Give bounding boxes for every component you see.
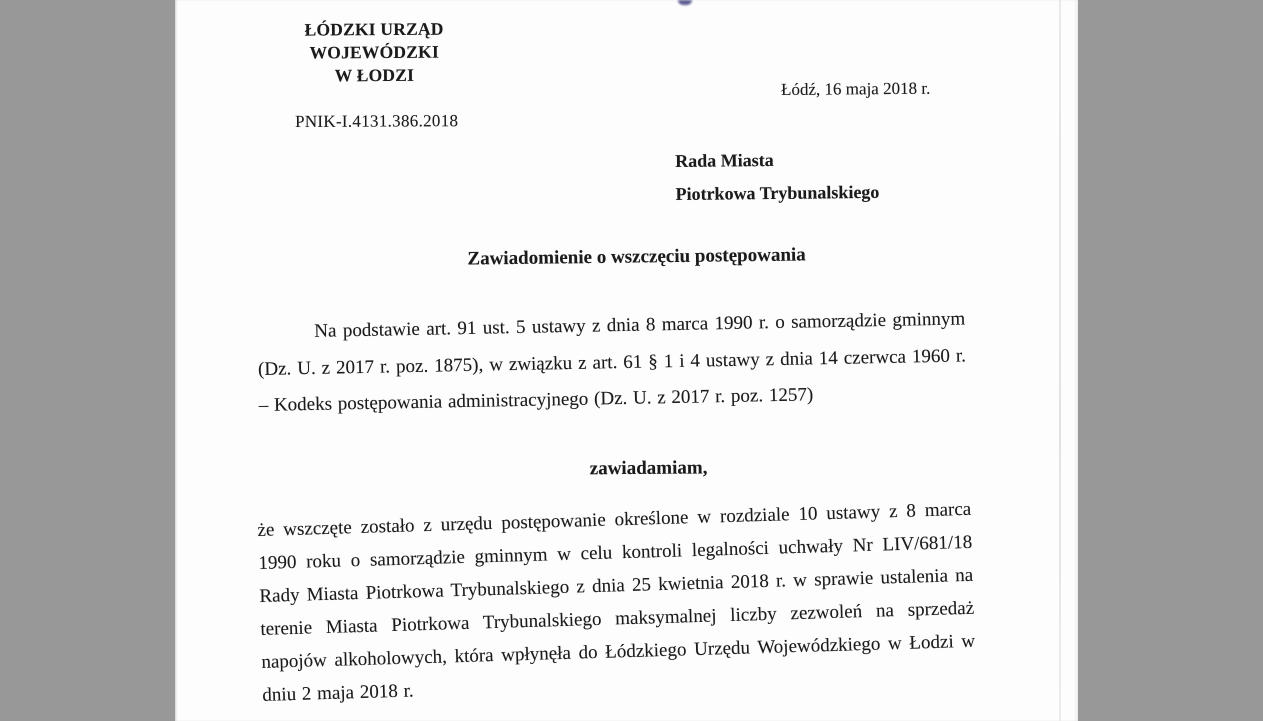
- page-fold-line: [1059, 0, 1061, 721]
- scanned-document-page: [175, 0, 1078, 721]
- scan-ink-artifact: [678, 0, 692, 5]
- place-and-date: Łódź, 16 maja 2018 r.: [781, 78, 931, 99]
- sender-name-line1: ŁÓDZKI URZĄD WOJEWÓDZKI: [304, 18, 444, 63]
- sender-name-line2: W ŁODZI: [334, 64, 415, 86]
- recipient-line2: Piotrkowa Trybunalskiego: [675, 181, 880, 204]
- sender-letterhead: [243, 17, 505, 88]
- document-title: Zawiadomienie o wszczęciu postępowania: [467, 244, 806, 270]
- reference-number: PNIK-I.4131.386.2018: [295, 111, 459, 131]
- notification-keyword: zawiadamiam,: [589, 457, 708, 480]
- recipient-block: [675, 143, 880, 211]
- recipient-line1: Rada Miasta: [675, 149, 774, 171]
- paragraph-body: że wszczęte zostało z urzędu postępowanie określone w rozdziale 10 ustawy z 8 marca 1990 roku o samorządzie gminnym w celu kontroli legalności uchwały Nr LIV/681/18 Rady Miasta Piotrkowa Trybunalskiego z dnia 25 kwietnia 2018 r. w sprawie ustalenia na terenie Miasta Piotrkowa Trybunalskiego maksymalnej liczby zezwoleń na sprzedaż napojów alkoholowych, która wpłynęła do Łódzkiego Urzędu Wojewódzkiego w Łodzi w dniu 2 maja 2018 r.: [257, 498, 976, 706]
- paragraph-legal-basis: Na podstawie art. 91 ust. 5 ustawy z dnia 8 marca 1990 r. o samorządzie gminnym (Dz. U. z 2017 r. poz. 1875), w związku z art. 61 § 1 i 4 ustawy z dnia 14 czerwca 1960 r. – Kodeks postępowania administracyjnego (Dz. U. z 2017 r. poz. 1257): [257, 308, 967, 416]
